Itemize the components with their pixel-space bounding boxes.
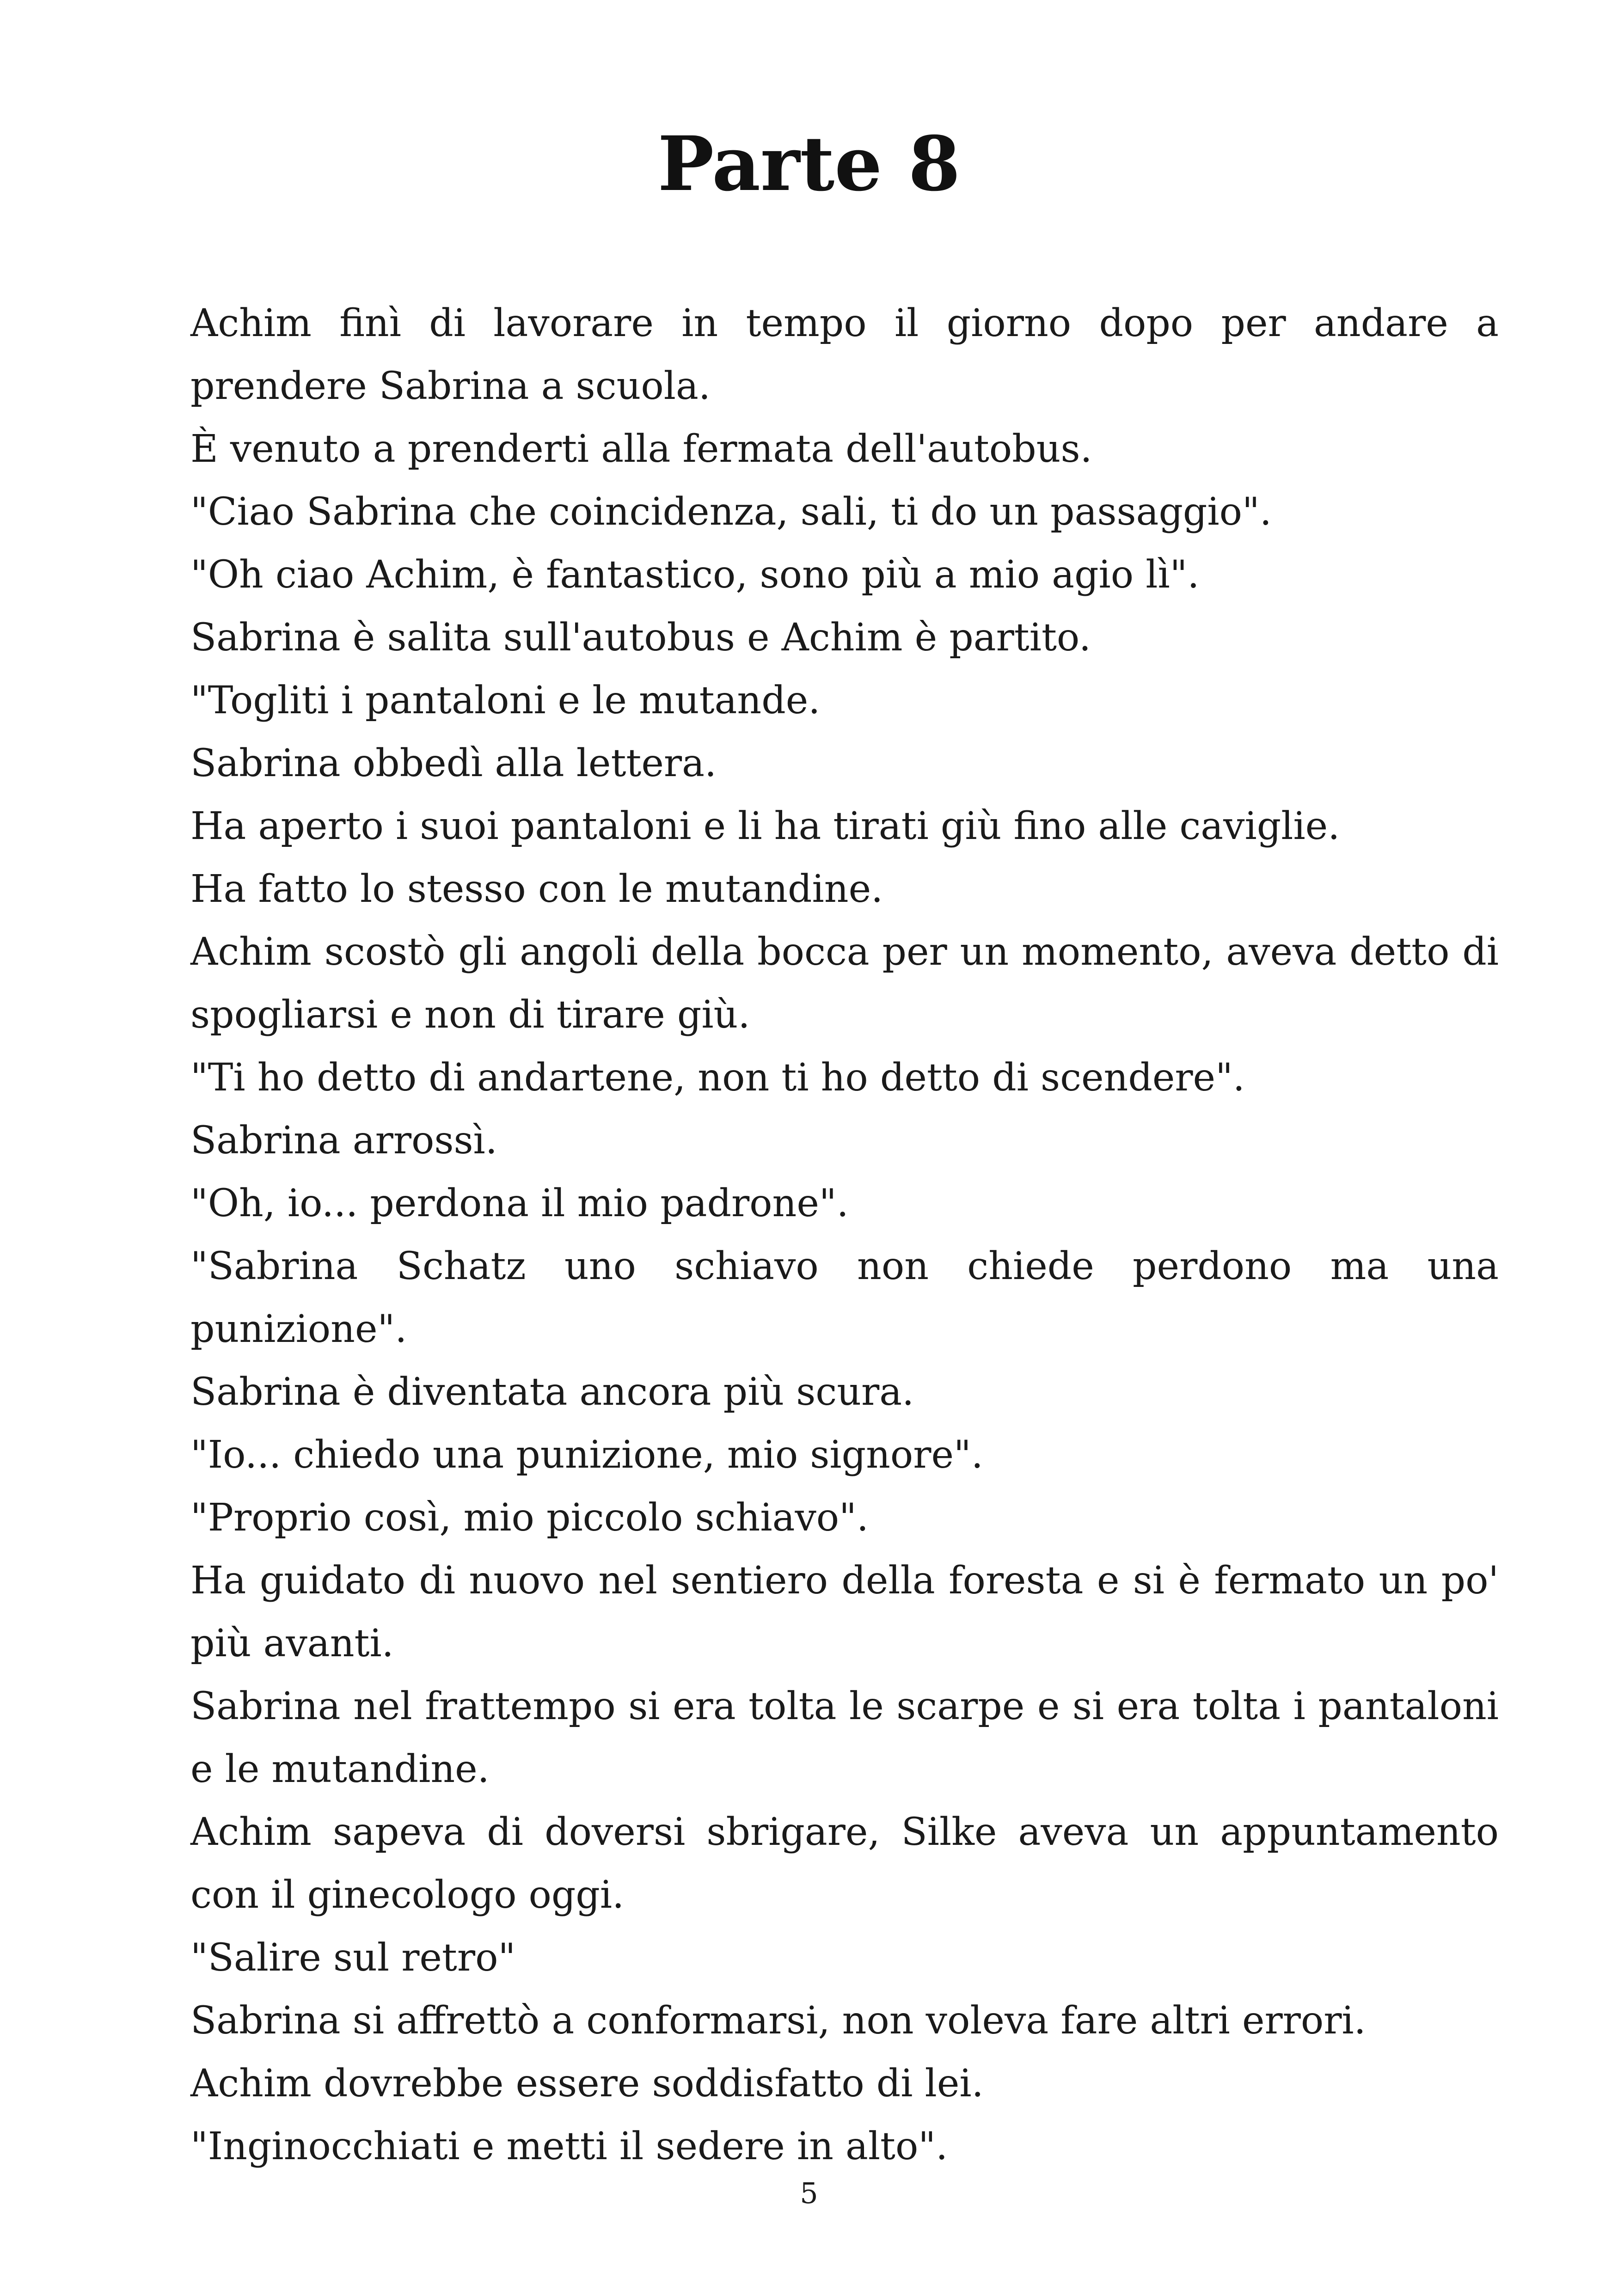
paragraph: "Ti ho detto di andartene, non ti ho detto di scendere". [190,1056,1245,1100]
body-text [190,292,1499,2178]
paragraph: Sabrina arrossì. [190,1119,497,1163]
paragraph: Achim sapeva di doversi sbrigare, Silke aveva un appuntamento con il ginecologo oggi. [190,1810,1499,1917]
paragraph: "Salire sul retro" [190,1936,516,1980]
paragraph: "Sabrina Schatz uno schiavo non chiede perdono ma una punizione". [190,1244,1499,1351]
page-number: 5 [800,2176,818,2210]
paragraph: Sabrina è diventata ancora più scura. [190,1370,914,1414]
paragraph: Ha aperto i suoi pantaloni e li ha tirati giù fino alle caviglie. [190,804,1340,848]
paragraph: Ha guidato di nuovo nel sentiero della foresta e si è fermato un po' più avanti. [190,1559,1499,1665]
paragraph: Achim scostò gli angoli della bocca per un momento, aveva detto di spogliarsi e non di tirare giù. [190,930,1499,1037]
paragraph: "Oh, io... perdona il mio padrone". [190,1182,849,1225]
paragraph: "Inginocchiati e metti il sedere in alto". [190,2125,948,2168]
paragraph: Sabrina obbedì alla lettera. [190,741,717,785]
paragraph: "Oh ciao Achim, è fantastico, sono più a mio agio lì". [190,553,1200,597]
paragraph: Sabrina nel frattempo si era tolta le scarpe e si era tolta i pantaloni e le mutandine. [190,1684,1499,1791]
paragraph: "Proprio così, mio piccolo schiavo". [190,1496,869,1540]
paragraph: "Togliti i pantaloni e le mutande. [190,679,821,722]
paragraph: È venuto a prenderti alla fermata dell'autobus. [190,427,1092,471]
paragraph: "Ciao Sabrina che coincidenza, sali, ti do un passaggio". [190,490,1272,534]
paragraph: Sabrina si affrettò a conformarsi, non voleva fare altri errori. [190,1999,1366,2043]
paragraph: Sabrina è salita sull'autobus e Achim è partito. [190,616,1091,660]
paragraph: "Io... chiedo una punizione, mio signore". [190,1433,983,1477]
paragraph: Achim dovrebbe essere soddisfatto di lei. [190,2062,984,2106]
paragraph: Achim finì di lavorare in tempo il giorno dopo per andare a prendere Sabrina a scuola. [190,301,1499,408]
paragraph: Ha fatto lo stesso con le mutandine. [190,867,883,911]
chapter-title: Parte 8 [657,120,961,208]
